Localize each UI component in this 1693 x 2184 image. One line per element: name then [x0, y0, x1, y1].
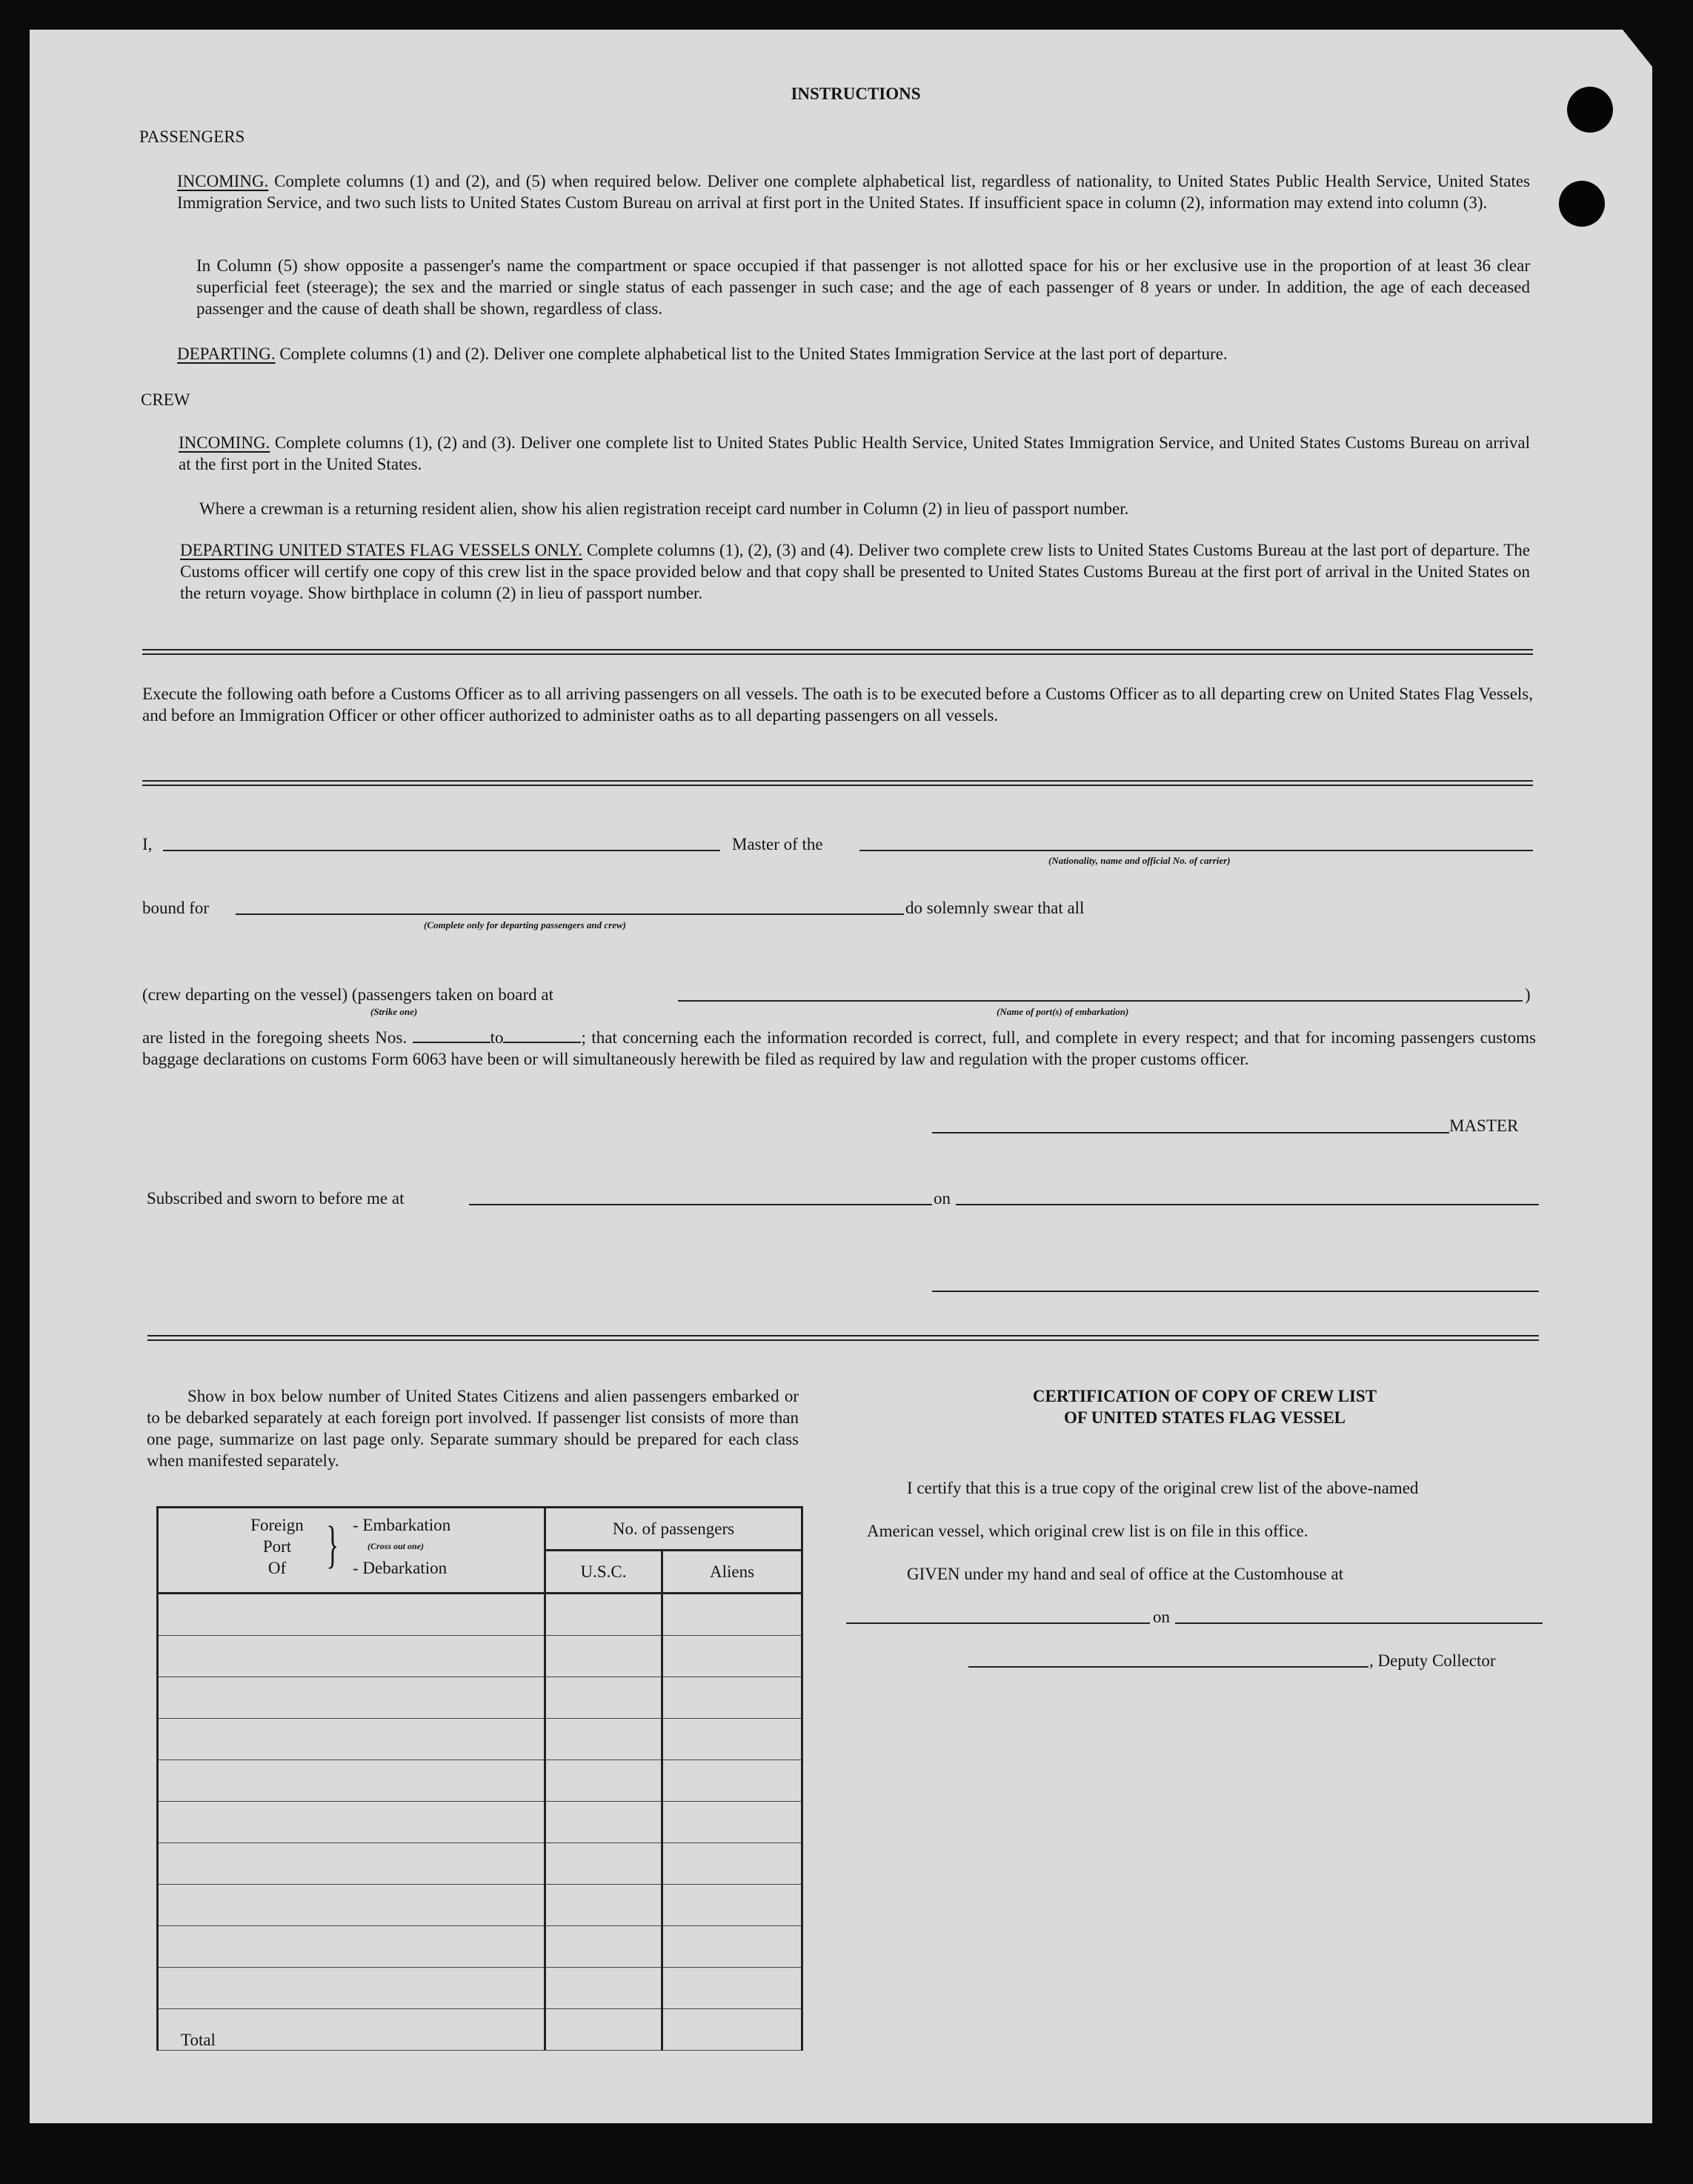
cert-date-field[interactable] — [1175, 1622, 1543, 1624]
usc-cell[interactable] — [545, 2009, 662, 2051]
oath-i: I, — [142, 835, 153, 853]
table-row — [158, 1843, 802, 1885]
summary-instructions: Show in box below number of United States Citizens and alien passengers embarked or to be debarked separately at each foreign port involved. If passenger list consists of more than one page, summarize on last page only. Separate summary should be prepared for each class when manifested separately. — [147, 1387, 799, 1470]
usc-cell[interactable] — [545, 1968, 662, 2009]
aliens-cell[interactable] — [662, 1926, 802, 1968]
label: INCOMING. — [177, 172, 269, 190]
certify-line1: I certify that this is a true copy of the original crew list of the above-named — [907, 1479, 1419, 1497]
passengers-heading: PASSENGERS — [139, 127, 245, 146]
passenger-summary-table — [156, 1506, 803, 2051]
oath-intro: Execute the following oath before a Customs Officer as to all arriving passengers on all vessels. The oath is to be executed before a Customs Officer as to all departing crew on United States Flag Vessels, and before an Immigration Officer or other officer authorized to administer oaths as to all departing passengers on all vessels. — [142, 685, 1533, 725]
table-row — [158, 1636, 802, 1677]
usc-header: U.S.C. — [545, 1551, 662, 1594]
text: ; that concerning each the information recorded is correct, full, and complete in every respect; and that for incoming passengers customs baggage declarations on customs Form 6063 have been or will simultaneously herewith be filed as required by law and regulation with the proper customs officer. — [142, 1028, 1536, 1068]
foreign: Foreign — [250, 1516, 304, 1534]
punch-hole — [1567, 87, 1613, 133]
of: Of — [267, 1559, 287, 1577]
usc-cell[interactable] — [545, 1677, 662, 1719]
master-label: MASTER — [1449, 1116, 1519, 1135]
port-header — [158, 1508, 545, 1594]
crew-resident: Where a crewman is a returning resident alien, show his alien registration receipt card number in Column (2) in lieu of passport number. — [199, 499, 1129, 518]
aliens-cell[interactable] — [662, 1843, 802, 1885]
sworn-place-field[interactable] — [469, 1204, 932, 1205]
port-cell[interactable] — [158, 1719, 545, 1760]
carrier-hint: (Nationality, name and official No. of carrier) — [1048, 855, 1231, 866]
certify-line3: GIVEN under my hand and seal of office at the Customhouse at — [907, 1565, 1344, 1583]
title-line: OF UNITED STATES FLAG VESSEL — [1063, 1408, 1346, 1427]
passengers-departing — [177, 343, 1530, 364]
page-title: INSTRUCTIONS — [791, 84, 921, 103]
aliens-cell[interactable] — [662, 1802, 802, 1843]
deputy-collector-label: , Deputy Collector — [1369, 1651, 1496, 1670]
debarkation: - Debarkation — [353, 1559, 448, 1577]
port-hint: (Name of port(s) of embarkation) — [997, 1006, 1129, 1017]
certification-title — [867, 1385, 1543, 1428]
label: DEPARTING UNITED STATES FLAG VESSELS ONLY. — [180, 541, 582, 559]
port-cell[interactable]: Total — [158, 2009, 545, 2051]
text: Complete columns (1), (2), (3) and (4). Deliver two complete crew lists to United States Customs Bureau at the last port of departure. The Customs officer will certify one copy of this crew list in the space provided below and that copy shall be presented to United States Customs Bureau at the first port of arrival in the United States on the return voyage. Show birthplace in column (2) in lieu of passport number. — [180, 541, 1531, 602]
master-name-field[interactable] — [163, 850, 720, 851]
master-signature-field[interactable] — [932, 1132, 1449, 1133]
swear-text: do solemnly swear that all — [905, 899, 1085, 917]
usc-cell[interactable] — [545, 1594, 662, 1636]
usc-cell[interactable] — [545, 1802, 662, 1843]
table-row — [158, 1760, 802, 1802]
usc-cell[interactable] — [545, 1885, 662, 1926]
usc-cell[interactable] — [545, 1843, 662, 1885]
aliens-cell[interactable] — [662, 2009, 802, 2051]
port-cell[interactable] — [158, 1677, 545, 1719]
title-line: CERTIFICATION OF COPY OF CREW LIST — [1032, 1387, 1377, 1405]
brace: } — [326, 1517, 339, 1574]
usc-cell[interactable] — [545, 1719, 662, 1760]
usc-cell[interactable] — [545, 1760, 662, 1802]
aliens-cell[interactable] — [662, 1636, 802, 1677]
embarkation-port-field[interactable] — [678, 1000, 1523, 1002]
aliens-cell[interactable] — [662, 1885, 802, 1926]
on-label: on — [934, 1189, 951, 1208]
aliens-cell[interactable] — [662, 1677, 802, 1719]
table-row — [158, 1926, 802, 1968]
crew-heading: CREW — [141, 390, 190, 409]
table-row — [158, 1719, 802, 1760]
listed-text — [142, 1027, 1536, 1070]
table-row — [158, 1594, 802, 1636]
usc-cell[interactable] — [545, 1636, 662, 1677]
bound-for-field[interactable] — [236, 913, 904, 915]
close-paren: ) — [1525, 985, 1531, 1004]
crew-departing-text: (crew departing on the vessel) (passengers taken on board at — [142, 985, 553, 1004]
port-cell[interactable] — [158, 1802, 545, 1843]
divider — [142, 649, 1533, 655]
table-row — [158, 1885, 802, 1926]
embarkation: - Embarkation — [353, 1516, 451, 1534]
port-cell[interactable] — [158, 1968, 545, 2009]
port: Port — [262, 1537, 292, 1556]
punch-hole — [1559, 181, 1605, 227]
divider — [142, 780, 1533, 786]
passengers-column5: In Column (5) show opposite a passenger's name the compartment or space occupied if that passenger is not allotted space for his or her exclusive use in the proportion of at least 36 clear superficial feet (steerage); the sex and the married or single status of each passenger in such case; and the age of each passenger of 8 years or under. In addition, the age of each deceased passenger and the cause of death shall be shown, regardless of class. — [196, 256, 1530, 318]
total-row — [158, 2009, 802, 2051]
text: are listed in the foregoing sheets Nos. — [142, 1028, 408, 1047]
crew-incoming — [179, 432, 1530, 475]
aliens-header: Aliens — [662, 1551, 802, 1594]
crew-departing — [180, 539, 1530, 604]
subscribed-label: Subscribed and sworn to before me at — [147, 1189, 405, 1208]
officer-signature-field[interactable] — [932, 1291, 1539, 1292]
aliens-cell[interactable] — [662, 1968, 802, 2009]
master-of-label: Master of the — [732, 835, 823, 853]
table-row — [158, 1677, 802, 1719]
bound-hint: (Complete only for departing passengers and crew) — [424, 919, 626, 930]
port-cell[interactable] — [158, 1636, 545, 1677]
carrier-field[interactable] — [859, 850, 1533, 851]
port-cell[interactable] — [158, 1926, 545, 1968]
to: to — [490, 1028, 504, 1047]
port-cell[interactable] — [158, 1594, 545, 1636]
text: Complete columns (1) and (2). Deliver one complete alphabetical list to the United States Immigration Service at the last port of departure. — [279, 344, 1228, 363]
cross-out-hint: (Cross out one) — [367, 1541, 425, 1551]
text: Complete columns (1) and (2), and (5) when required below. Deliver one complete alphabetical list, regardless of nationality, to United States Public Health Service, United States Immigration Service, and two such lists to United States Custom Bureau on arrival at first port in the United States. If insufficient space in column (2), information may extend into column (3). — [177, 172, 1531, 212]
sworn-date-field[interactable] — [956, 1204, 1539, 1205]
deputy-signature-field[interactable] — [968, 1666, 1368, 1668]
certify-line2: American vessel, which original crew list is on file in this office. — [867, 1522, 1308, 1540]
label: DEPARTING. — [177, 344, 276, 363]
bound-for-label: bound for — [142, 899, 210, 917]
port-cell[interactable] — [158, 1843, 545, 1885]
aliens-cell[interactable] — [662, 1594, 802, 1636]
table-row — [158, 1968, 802, 2009]
cert-on-label: on — [1153, 1608, 1170, 1626]
strike-one-hint: (Strike one) — [370, 1006, 418, 1017]
aliens-cell[interactable] — [662, 1719, 802, 1760]
port-cell[interactable] — [158, 1760, 545, 1802]
no-passengers-header: No. of passengers — [545, 1508, 802, 1551]
table-row — [158, 1802, 802, 1843]
port-cell[interactable] — [158, 1885, 545, 1926]
customhouse-field[interactable] — [846, 1622, 1150, 1624]
divider — [147, 1335, 1539, 1341]
label: INCOMING. — [179, 433, 270, 452]
passengers-incoming — [177, 170, 1530, 213]
aliens-cell[interactable] — [662, 1760, 802, 1802]
text: Complete columns (1), (2) and (3). Deliver one complete list to United States Public Health Service, United States Immigration Service, and United States Customs Bureau on arrival at the first port in the United States. — [179, 433, 1530, 473]
sheet-from-field[interactable] — [413, 1042, 490, 1043]
sheet-to-field[interactable] — [503, 1042, 581, 1043]
usc-cell[interactable] — [545, 1926, 662, 1968]
